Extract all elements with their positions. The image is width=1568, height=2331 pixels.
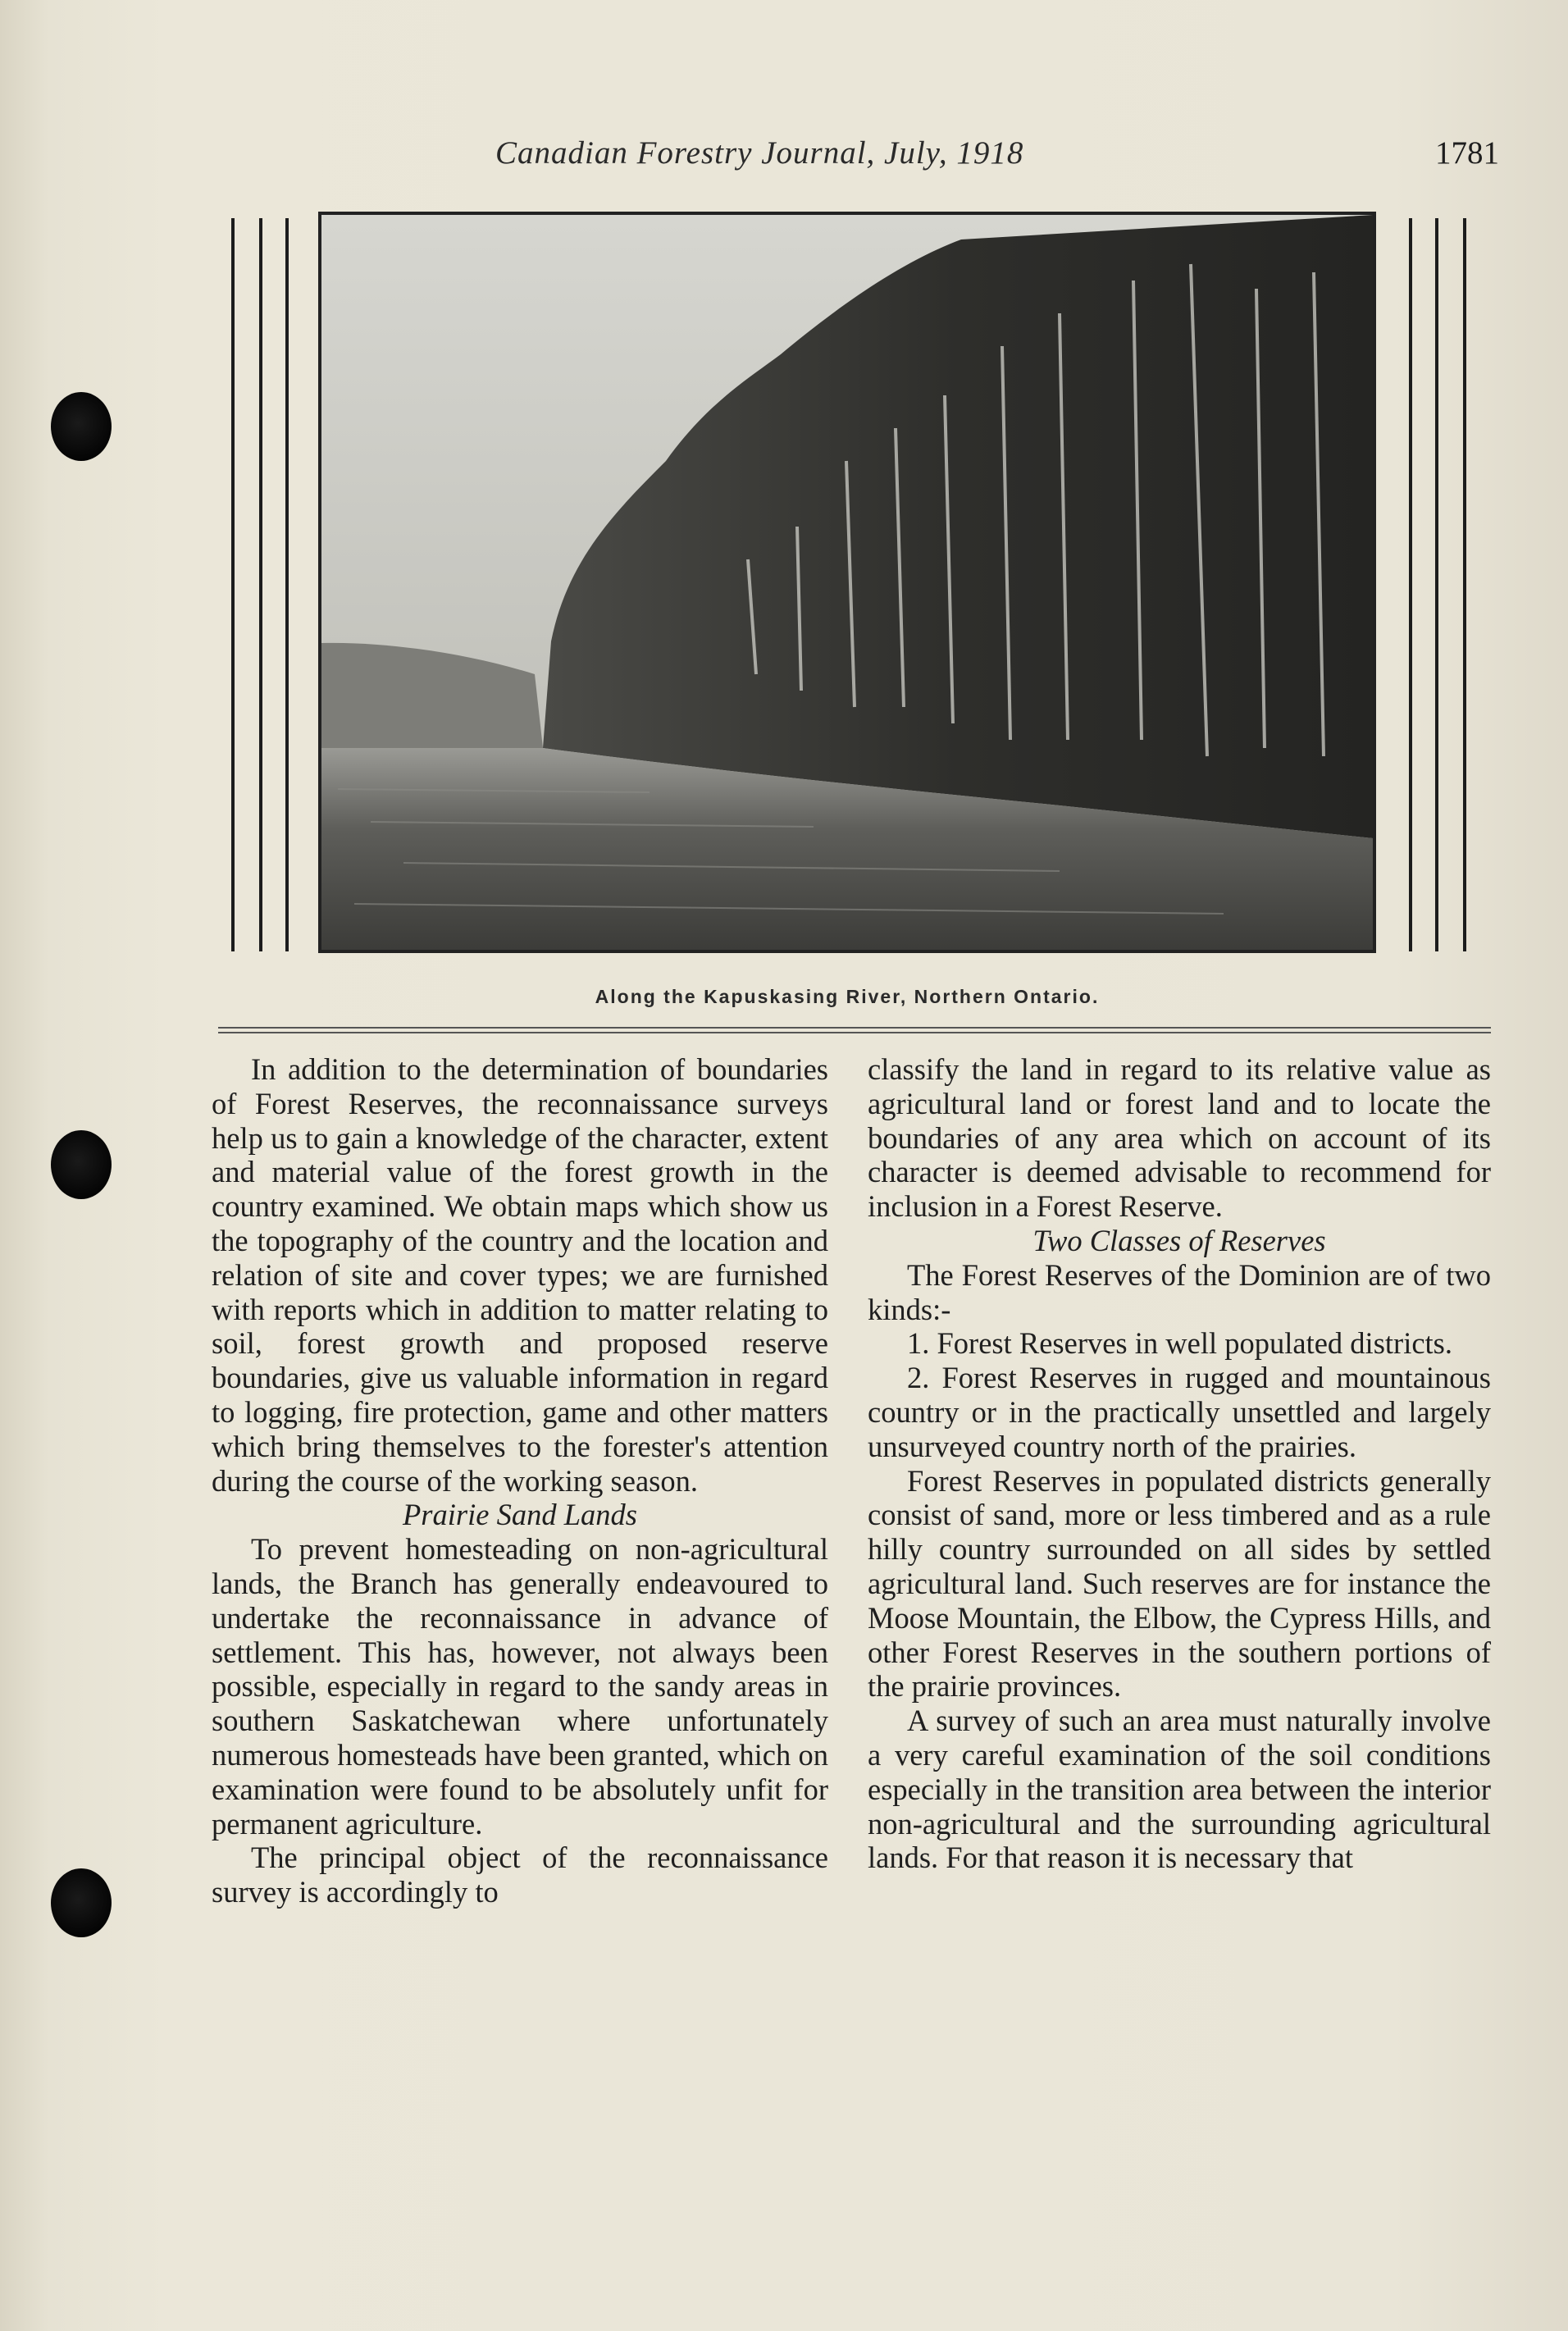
list-item-2: 2. Forest Reserves in rugged and mountainous country or in the practically unsettled and largely unsurveyed country north of the prairies. [868, 1361, 1491, 1463]
right-border-line-3 [1463, 218, 1466, 951]
binder-hole-top [51, 392, 112, 461]
section-heading-prairie-sand-lands: Prairie Sand Lands [403, 1498, 637, 1532]
left-border-line-1 [231, 218, 235, 951]
right-paragraph-2: The Forest Reserves of the Dominion are of two kinds:- [868, 1257, 1491, 1326]
river-photograph [318, 212, 1376, 953]
left-paragraph-3: The principal object of the reconnaissance survey is accordingly to [212, 1841, 828, 1909]
left-paragraph-2: To prevent homesteading on non-agricultural lands, the Branch has generally endeavoured to undertake the reconnaissance in advance of settlement. This has, however, not always been possible, especially in regard to the sandy areas in southern Saskatchewan where unfortunately numerous homesteads have been granted, which on examination were found to be absolutely unfit for permanent agriculture. [212, 1532, 828, 1841]
divider-rule-bottom [218, 1032, 1491, 1033]
right-border-line-1 [1409, 218, 1412, 951]
right-paragraph-3: Forest Reserves in populated districts generally consist of sand, more or less timbered and as a rule hilly country surrounded on all sides by settled agricultural land. Such reserves are for instance the Moose Mountain, the Elbow, the Cypress Hills, and other Forest Reserves in the southern portions of the prairie provinces. [868, 1463, 1491, 1704]
left-border-line-2 [259, 218, 262, 951]
list-item-1: 1. Forest Reserves in well populated districts. [907, 1326, 1453, 1361]
left-paragraph-1: In addition to the determination of boundaries of Forest Reserves, the reconnaissance surveys help us to gain a knowledge of the character, extent and material value of the forest growth in the country examined. We obtain maps which show us the topography of the country and the location and relation of site and cover types; we are furnished with reports which in addition to matter relating to soil, forest growth and proposed reserve boundaries, give us valuable information in regard to logging, fire protection, game and other matters which bring themselves to the forester's attention during the course of the working season. [212, 1052, 828, 1498]
left-column [212, 1052, 828, 1909]
divider-rule-top [218, 1027, 1491, 1029]
right-column [868, 1052, 1491, 1875]
left-border-line-3 [285, 218, 289, 951]
photo-caption: Along the Kapuskasing River, Northern Ontario. [595, 986, 1100, 1007]
right-paragraph-4: A survey of such an area must naturally involve a very careful examination of the soil conditions especially in the transition area between the interior non-agricultural and the surrounding agricultural lands. For that reason it is necessary that [868, 1704, 1491, 1875]
running-header: Canadian Forestry Journal, July, 1918 [495, 135, 1024, 171]
binder-hole-bottom [51, 1868, 112, 1937]
section-heading-two-classes: Two Classes of Reserves [1032, 1223, 1326, 1257]
right-paragraph-1: classify the land in regard to its relative value as agricultural land or forest land and to locate the boundaries of any area which on account of its character is deemed advisable to recommend for inclusion in a Forest Reserve. [868, 1052, 1491, 1224]
page-number: 1781 [1435, 135, 1499, 171]
binder-hole-middle [51, 1130, 112, 1199]
right-border-line-2 [1435, 218, 1438, 951]
